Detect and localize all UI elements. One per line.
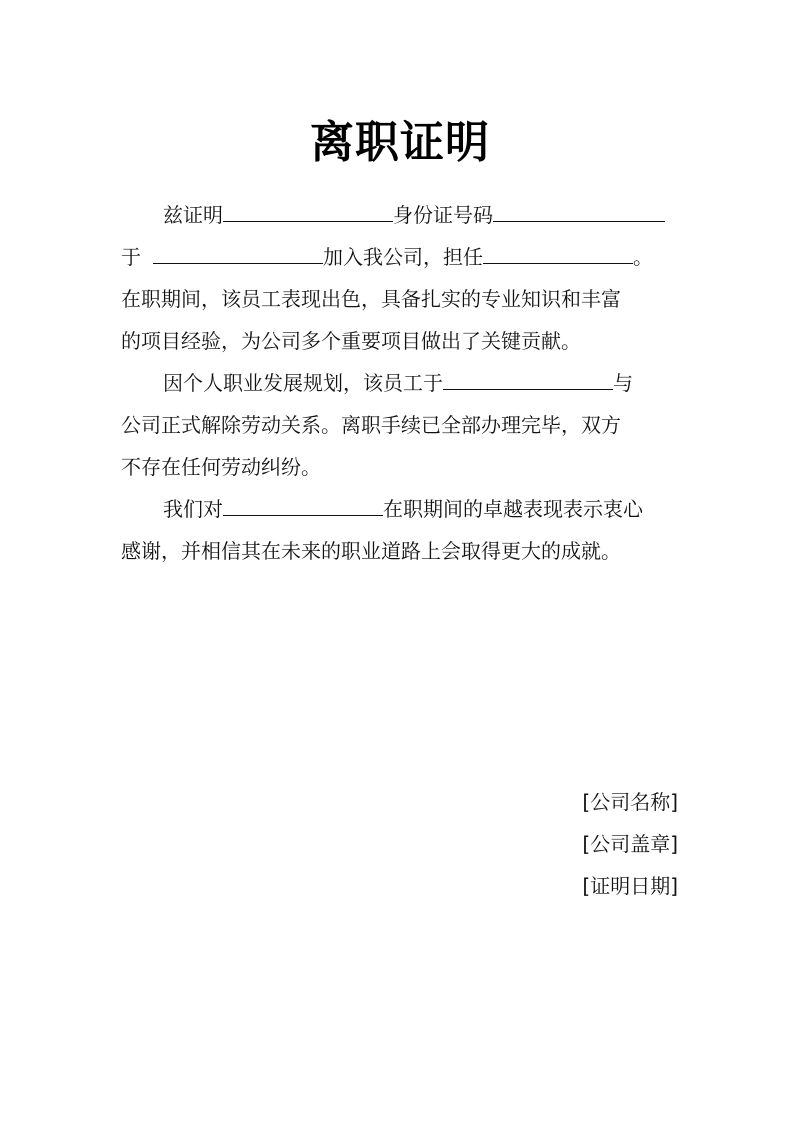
paragraph-1-line-1 — [121, 194, 681, 236]
text-segment: 兹证明 — [163, 203, 223, 227]
paragraph-3-line-2: 感谢，并相信其在未来的职业道路上会取得更大的成就。 — [121, 539, 621, 563]
text-segment: 在职期间的卓越表现表示衷心 — [383, 497, 643, 521]
certificate-date-placeholder: [证明日期] — [582, 874, 678, 898]
text-segment: 于 — [121, 245, 141, 269]
paragraph-2-line-1 — [121, 362, 681, 404]
text-segment: 我们对 — [163, 497, 223, 521]
paragraph-1-line-4: 的项目经验，为公司多个重要项目做出了关键贡献。 — [121, 329, 581, 353]
paragraph-2-line-3: 不存在任何劳动纠纷。 — [121, 455, 321, 479]
document-body — [121, 194, 681, 572]
employee-name-blank — [223, 493, 383, 516]
id-number-blank — [493, 199, 665, 222]
text-segment: 与 — [613, 371, 633, 395]
position-blank — [483, 241, 633, 264]
leave-date-blank — [443, 367, 613, 390]
paragraph-1-line-3: 在职期间，该员工表现出色，具备扎实的专业知识和丰富 — [121, 287, 621, 311]
document-title: 离职证明 — [310, 117, 490, 168]
text-segment: 加入我公司，担任 — [323, 245, 483, 269]
paragraph-3-line-1 — [121, 488, 681, 530]
text-segment: 因个人职业发展规划，该员工于 — [163, 371, 443, 395]
signature-block — [582, 781, 678, 907]
text-segment: 。 — [633, 245, 653, 269]
company-name-placeholder: [公司名称] — [582, 790, 678, 814]
join-date-blank — [153, 241, 323, 264]
paragraph-2-line-2: 公司正式解除劳动关系。离职手续已全部办理完毕，双方 — [121, 413, 621, 437]
company-seal-placeholder: [公司盖章] — [582, 832, 678, 856]
name-blank — [223, 199, 393, 222]
text-segment: 身份证号码 — [393, 203, 493, 227]
paragraph-1-line-2 — [121, 236, 681, 278]
